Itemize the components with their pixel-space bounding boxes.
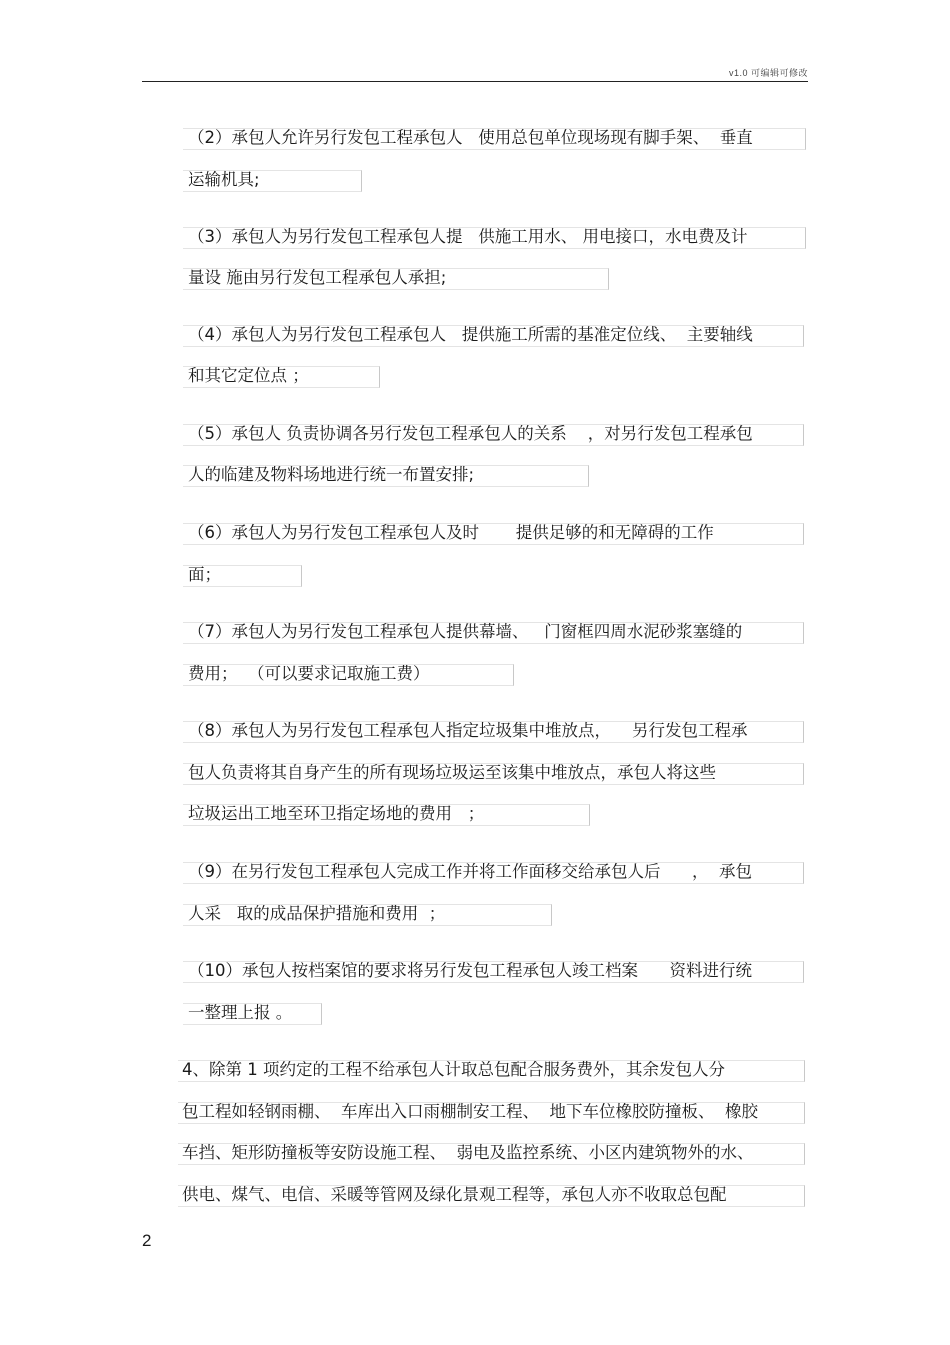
clause-4-line-2: 包工程如轻钢雨棚、 车库出入口雨棚制安工程、 地下车位橡胶防撞板、 橡胶 (182, 1102, 758, 1121)
item-5-line-1: （5）承包人 负责协调各另行发包工程承包人的关系 ，对另行发包工程承包 (188, 424, 753, 443)
item-7-line-2: 费用； （可以要求记取施工费） (188, 664, 430, 683)
item-9-line-1: （9）在另行发包工程承包人完成工作并将工作面移交给承包人后 ， 承包 (188, 862, 752, 881)
item-6-line-1: （6）承包人为另行发包工程承包人及时 提供足够的和无障碍的工作 (188, 523, 714, 542)
item-4-line-1: （4）承包人为另行发包工程承包人 提供施工所需的基准定位线、 主要轴线 (188, 325, 753, 344)
item-2-line-2: 运输机具; (188, 170, 260, 189)
item-10-line-1: （10）承包人按档案馆的要求将另行发包工程承包人竣工档案 资料进行统 (188, 961, 752, 980)
header-rule (142, 81, 808, 82)
item-3-line-1: （3）承包人为另行发包工程承包人提 供施工用水、 用电接口，水电费及计 (188, 227, 748, 246)
item-4-line-2: 和其它定位点 ； (188, 366, 309, 385)
clause-4-line-4: 供电、煤气、电信、采暖等管网及绿化景观工程等，承包人亦不收取总包配 (182, 1185, 727, 1204)
item-8-line-3: 垃圾运出工地至环卫指定场地的费用 ； (188, 804, 485, 823)
clause-4-line-1: 4、除第 1 项约定的工程不给承包人计取总包配合服务费外，其余发包人分 (182, 1060, 725, 1079)
item-5-line-2: 人的临建及物料场地进行统一布置安排; (188, 465, 475, 484)
item-6-line-2: 面； (188, 565, 221, 584)
item-8-line-1: （8）承包人为另行发包工程承包人指定垃圾集中堆放点， 另行发包工程承 (188, 721, 748, 740)
item-8-line-2: 包人负责将其自身产生的所有现场垃圾运至该集中堆放点，承包人将这些 (188, 763, 716, 782)
item-2-line-1: （2）承包人允许另行发包工程承包人 使用总包单位现场现有脚手架、 垂直 (188, 128, 753, 147)
item-9-line-2: 人采 取的成品保护措施和费用 ； (188, 904, 446, 923)
item-10-line-2: 一整理上报 。 (188, 1003, 293, 1022)
item-7-line-1: （7）承包人为另行发包工程承包人提供幕墙、 门窗框四周水泥砂浆塞缝的 (188, 622, 743, 641)
header-version-note: v1.0 可编辑可修改 (728, 68, 808, 78)
clause-4-line-3: 车挡、矩形防撞板等安防设施工程、 弱电及监控系统、小区内建筑物外的水、 (182, 1143, 754, 1162)
item-3-line-2: 量设 施由另行发包工程承包人承担; (188, 268, 447, 287)
page-number: 2 (142, 1231, 152, 1250)
